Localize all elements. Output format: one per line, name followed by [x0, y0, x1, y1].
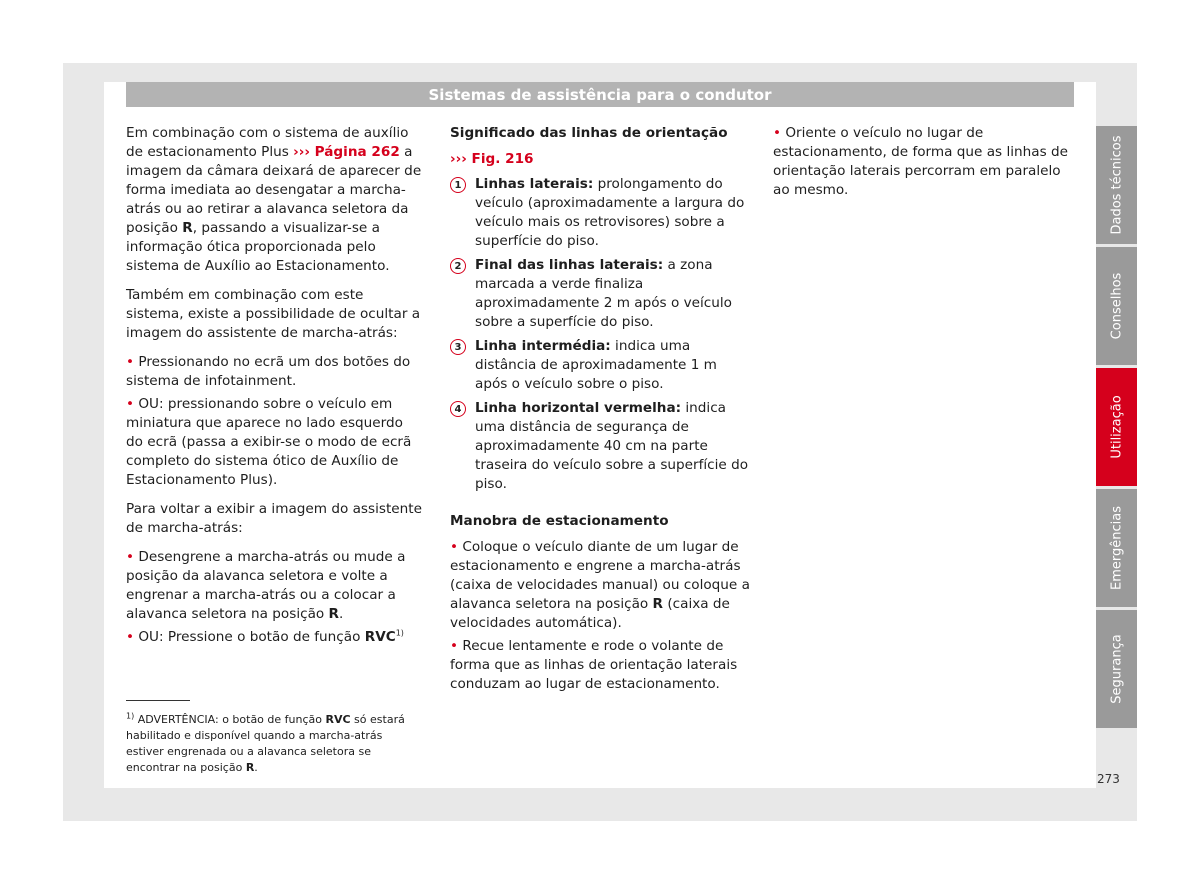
footnote: $^{1)}$ ADVERTÊNCIA: o botão de função RVC só estará habilitado e disponível quando a marcha-atrás estiver engrenada ou a alavanca seletora se encontrar na posição R. — [126, 711, 405, 774]
bullet-icon: • — [126, 354, 135, 370]
numbered-item-4: 4 Linha horizontal vermelha: indica uma distância de segurança de aproximadamente 40 cm na parte traseira do veículo sobre a superfície do piso. — [450, 399, 750, 494]
numbered-item-2: 2 Final das linhas laterais: a zona marcada a verde finaliza aproximadamente 2 m após o veículo sobre a superfície do piso. — [450, 256, 750, 332]
bullet-item: • Desengrene a marcha-atrás ou mude a posição da alavanca seletora e volte a engrenar a marcha-atrás ou a colocar a alavanca seletora na posição R. — [126, 549, 406, 622]
numbered-item-1: 1 Linhas laterais: prolongamento do veículo (aproximadamente a largura do veículo mais os retrovisores) sobre a superfície do piso. — [450, 175, 750, 251]
bullet-item: • OU: pressionando sobre o veículo em miniatura que aparece no lado esquerdo do ecrã (passa a exibir-se o modo de ecrã completo do sistema ótico de Auxílio de Estacionamento Plus). — [126, 396, 412, 488]
tab-seguranca[interactable]: Segurança — [1096, 610, 1137, 728]
subheading-parking-maneuver: Manobra de estacionamento — [450, 513, 669, 529]
tab-utilizacao[interactable]: Utilização — [1096, 368, 1137, 486]
figure-reference-link[interactable]: ››› Fig. 216 — [450, 151, 534, 167]
bullet-item: • Recue lentamente e rode o volante de forma que as linhas de orientação laterais conduzam ao lugar de estacionamento. — [450, 638, 738, 692]
paragraph-hide-image: Também em combinação com este sistema, existe a possibilidade de ocultar a imagem do assistente de marcha-atrás: — [126, 287, 421, 341]
number-circle-icon: 3 — [450, 339, 466, 355]
bullet-item: • Oriente o veículo no lugar de estacionamento, de forma que as linhas de orientação laterais percorram em paralelo ao mesmo. — [773, 125, 1068, 198]
page-reference-link[interactable]: ››› Página 262 — [293, 144, 400, 160]
bullet-item: • Coloque o veículo diante de um lugar de estacionamento e engrene a marcha-atrás (caixa de velocidades manual) ou coloque a alavanca seletora na posição R (caixa de velocidades automática). — [450, 539, 750, 631]
bullet-icon: • — [773, 125, 782, 141]
column-middle — [450, 124, 750, 704]
tab-emergencias[interactable]: Emergências — [1096, 489, 1137, 607]
bullet-icon: • — [126, 396, 135, 412]
bullet-icon: • — [126, 549, 135, 565]
subheading-guide-lines: Significado das linhas de orientação — [450, 125, 728, 141]
column-right — [773, 124, 1073, 210]
page-number: 273 — [1097, 772, 1120, 786]
bullet-icon: • — [126, 629, 135, 645]
number-circle-icon: 1 — [450, 177, 466, 193]
numbered-item-3: 3 Linha intermédia: indica uma distância de aproximadamente 1 m após o veículo sobre o piso. — [450, 337, 750, 394]
paragraph-show-again: Para voltar a exibir a imagem do assistente de marcha-atrás: — [126, 501, 422, 536]
bullet-icon: • — [450, 539, 459, 555]
section-header: Sistemas de assistência para o condutor — [126, 82, 1074, 107]
number-circle-icon: 2 — [450, 258, 466, 274]
bullet-item: • OU: Pressione o botão de função RVC$^{1)}$ — [126, 628, 404, 645]
tab-conselhos[interactable]: Conselhos — [1096, 247, 1137, 365]
column-left — [126, 124, 424, 657]
number-circle-icon: 4 — [450, 401, 466, 417]
bullet-item: • Pressionando no ecrã um dos botões do sistema de infotainment. — [126, 354, 411, 389]
bullet-icon: • — [450, 638, 459, 654]
tab-dados-tecnicos[interactable]: Dados técnicos — [1096, 126, 1137, 244]
paragraph-camera-info: Em combinação com o sistema de auxílio de estacionamento Plus ››› Página 262 a imagem da câmara deixará de aparecer de forma imediata ao desengatar a marcha-atrás ou ao retirar a alavanca seletora da posição R, passando a visualizar-se a informação ótica proporcionada pelo sistema de Auxílio ao Estacionamento. — [126, 125, 422, 274]
footnote-divider — [126, 700, 190, 701]
